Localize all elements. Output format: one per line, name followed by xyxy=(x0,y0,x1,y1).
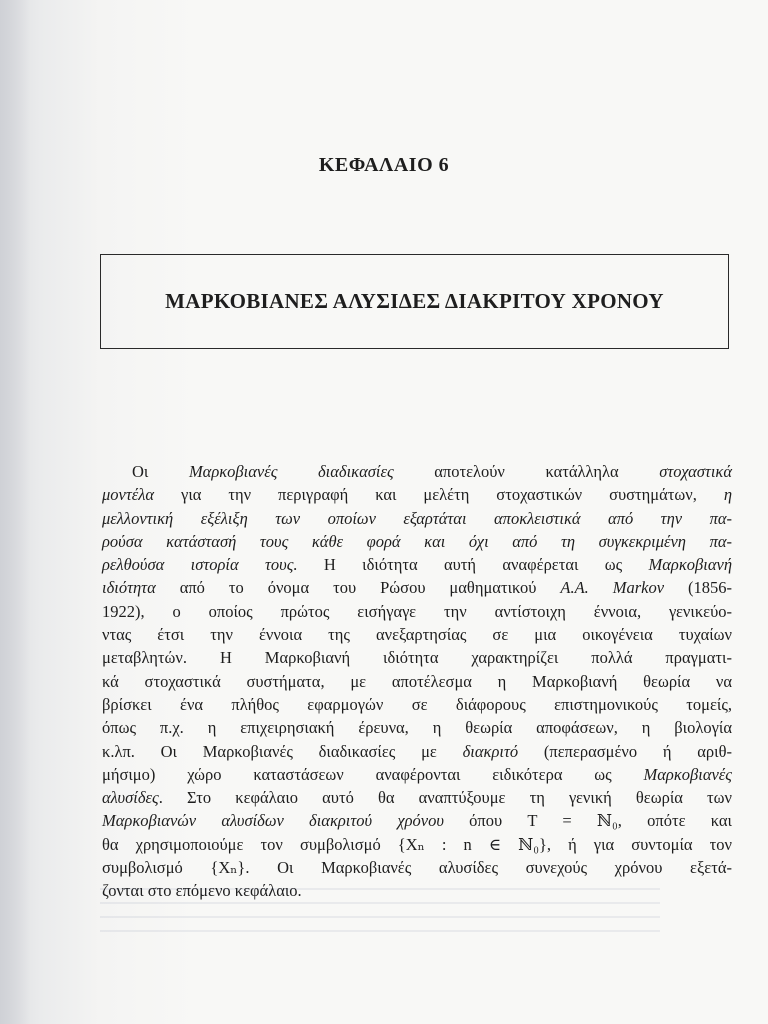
italic-text: ιδιότητα xyxy=(102,578,156,598)
text-run: από το όνομα του Ρώσου μαθηματικού xyxy=(155,578,561,598)
paragraph-line xyxy=(102,740,732,763)
text-run: Οι xyxy=(132,462,189,481)
italic-text: μελλοντική εξέλιξη των οποίων εξαρτάται αποκλειστικά από την πα- xyxy=(102,508,732,528)
paragraph-line xyxy=(102,460,732,483)
text-run: μεταβλητών. Η Μαρκοβιανή ιδιότητα χαρακτηρίζει πολλά πραγματι- xyxy=(102,648,732,668)
italic-text: αλυσίδες xyxy=(102,788,159,808)
paragraph-line xyxy=(102,483,732,506)
chapter-title-box xyxy=(100,254,729,349)
text-run: θα χρησιμοποιούμε τον συμβολισμό {Xₙ : n ∈ ℕ₀}, ή για συντομία τον xyxy=(102,834,732,854)
italic-text: Μαρκοβιανή xyxy=(648,555,732,575)
text-run: κ.λπ. Οι Μαρκοβιανές διαδικασίες με xyxy=(102,741,463,761)
italic-text: ρελθούσα ιστορία τους. xyxy=(102,555,298,575)
text-run: (1856- xyxy=(664,578,732,598)
paragraph-line xyxy=(102,600,732,623)
italic-text: μοντέλα xyxy=(102,485,155,505)
text-run: κά στοχαστικά συστήματα, με αποτέλεσμα η Μαρκοβιανή θεωρία να xyxy=(102,671,732,691)
paragraph-line xyxy=(102,530,732,553)
paragraph-line xyxy=(102,507,732,530)
text-run: βρίσκει ένα πλήθος εφαρμογών σε διάφορους επιστημονικούς τομείς, xyxy=(102,694,732,714)
italic-text: στοχαστικά xyxy=(659,462,732,481)
chapter-heading: ΚΕΦΑΛΑΙΟ 6 xyxy=(318,154,450,176)
italic-text: A.A. Markov xyxy=(560,578,665,598)
text-run: για την περιγραφή και μελέτη στοχαστικών συστημάτων, xyxy=(154,485,724,505)
italic-text: η xyxy=(723,485,732,505)
paragraph-line xyxy=(102,763,732,786)
body-paragraph xyxy=(102,460,732,903)
paragraph-line xyxy=(102,670,732,693)
text-run: όπου T = ℕ₀, οπότε και xyxy=(443,811,732,831)
paragraph-line xyxy=(102,716,732,739)
text-run: . Στο κεφάλαιο αυτό θα αναπτύξουμε τη γενική θεωρία των xyxy=(158,788,732,808)
italic-text: Μαρκοβιανές xyxy=(643,764,732,784)
paragraph-line xyxy=(102,833,732,856)
paragraph-line xyxy=(102,576,732,599)
show-through-text xyxy=(100,888,660,934)
text-run: ζονται στο επόμενο κεφάλαιο. xyxy=(102,881,302,901)
text-run: όπως π.χ. η επιχειρησιακή έρευνα, η θεωρία αποφάσεων, η βιολογία xyxy=(102,718,732,738)
paragraph-line xyxy=(102,809,732,832)
text-run: ντας έτσι την έννοια της ανεξαρτησίας σε μια οικογένεια τυχαίων xyxy=(102,625,732,645)
text-run: συμβολισμό {Xₙ}. Οι Μαρκοβιανές αλυσίδες συνεχούς χρόνου εξετά- xyxy=(102,858,732,878)
italic-text: Μαρκοβιανών αλυσίδων διακριτού χρόνου xyxy=(102,811,444,831)
paragraph-line xyxy=(102,646,732,669)
paragraph-line xyxy=(102,623,732,646)
paragraph-line xyxy=(102,693,732,716)
text-run: (πεπερασμένο ή αριθ- xyxy=(518,741,732,761)
chapter-title: ΜΑΡΚΟΒΙΑΝΕΣ ΑΛΥΣΙΔΕΣ ΔΙΑΚΡΙΤΟΥ ΧΡΟΝΟΥ xyxy=(165,289,664,313)
paragraph-line xyxy=(102,553,732,576)
italic-text: Μαρκοβιανές διαδικασίες xyxy=(188,462,394,481)
text-run: αποτελούν κατάλληλα xyxy=(393,462,660,481)
italic-text: ρούσα κατάστασή τους κάθε φορά και όχι από τη συγκεκριμένη πα- xyxy=(102,531,732,551)
text-run: Η ιδιότητα αυτή αναφέρεται ως xyxy=(297,555,649,575)
paragraph-line xyxy=(102,786,732,809)
paragraph-line xyxy=(102,856,732,879)
text-run: 1922), ο οποίος πρώτος εισήγαγε την αντίστοιχη έννοια, γενικεύο- xyxy=(102,601,732,621)
text-run: μήσιμο) χώρο καταστάσεων αναφέρονται ειδικότερα ως xyxy=(102,764,644,784)
italic-text: διακριτό xyxy=(462,741,519,761)
